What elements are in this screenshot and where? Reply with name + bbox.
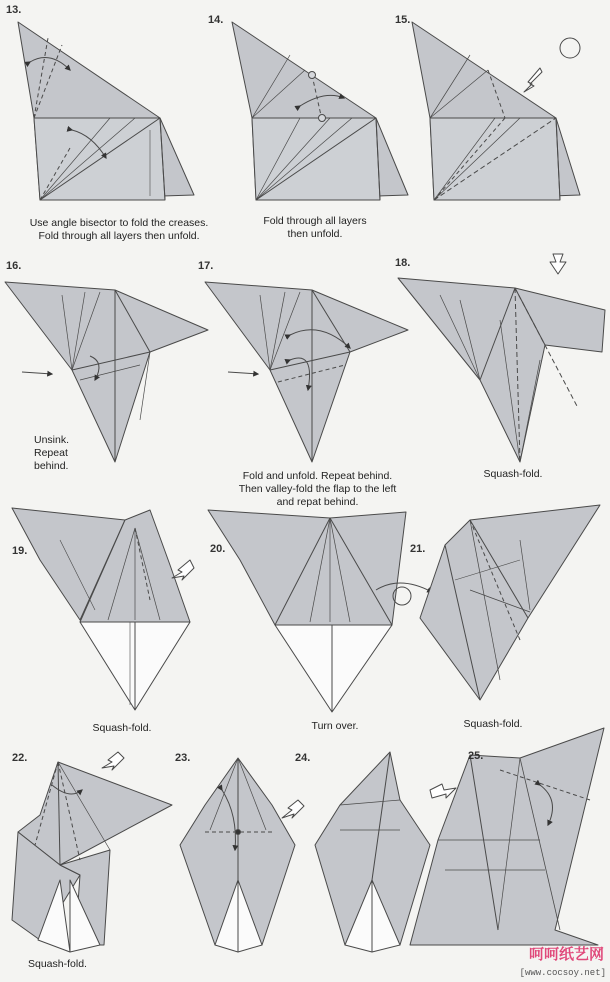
step-20-diagram [208, 510, 406, 712]
step-22-caption: Squash-fold. [28, 958, 87, 970]
step-15-diagram [412, 22, 580, 200]
step-25-diagram [410, 728, 604, 945]
step-16-caption: Unsink. Repeat behind. [34, 434, 70, 472]
step-14-diagram [232, 22, 408, 200]
step-19-diagram [12, 508, 194, 710]
step-18-diagram [398, 254, 605, 462]
step-17-number: 17. [198, 260, 214, 272]
step-19-caption: Squash-fold. [92, 722, 152, 734]
step-22-number: 22. [12, 752, 28, 764]
step-13-caption: Use angle bisector to fold the creases. Fold through all layers then unfold. [29, 217, 209, 242]
step-14-caption: Fold through all layers then unfold. [263, 215, 367, 240]
step-19-number: 19. [12, 545, 28, 557]
step-13-diagram [18, 22, 194, 200]
step-21-diagram [420, 505, 600, 700]
step-15-number: 15. [395, 14, 411, 26]
step-22-diagram [12, 752, 172, 952]
step-17-diagram [205, 282, 408, 462]
step-18-caption: Squash-fold. [483, 468, 543, 480]
step-20-number: 20. [210, 543, 226, 555]
step-18-number: 18. [395, 257, 411, 269]
step-23-diagram [180, 758, 304, 952]
step-21-number: 21. [410, 543, 426, 555]
watermark-site-name: 呵呵纸艺网 [528, 946, 604, 963]
step-23-number: 23. [175, 752, 191, 764]
step-13-number: 13. [6, 4, 22, 16]
step-21-caption: Squash-fold. [463, 718, 523, 730]
step-24-number: 24. [295, 752, 311, 764]
step-16-number: 16. [6, 260, 22, 272]
step-14-number: 14. [208, 14, 224, 26]
step-20-caption: Turn over. [311, 720, 359, 732]
step-25-number: 25. [468, 750, 484, 762]
watermark-url: [www.cocsoy.net] [519, 968, 606, 978]
step-17-caption: Fold and unfold. Repeat behind. Then valley-fold the flap to the left and repat behind. [238, 470, 397, 508]
